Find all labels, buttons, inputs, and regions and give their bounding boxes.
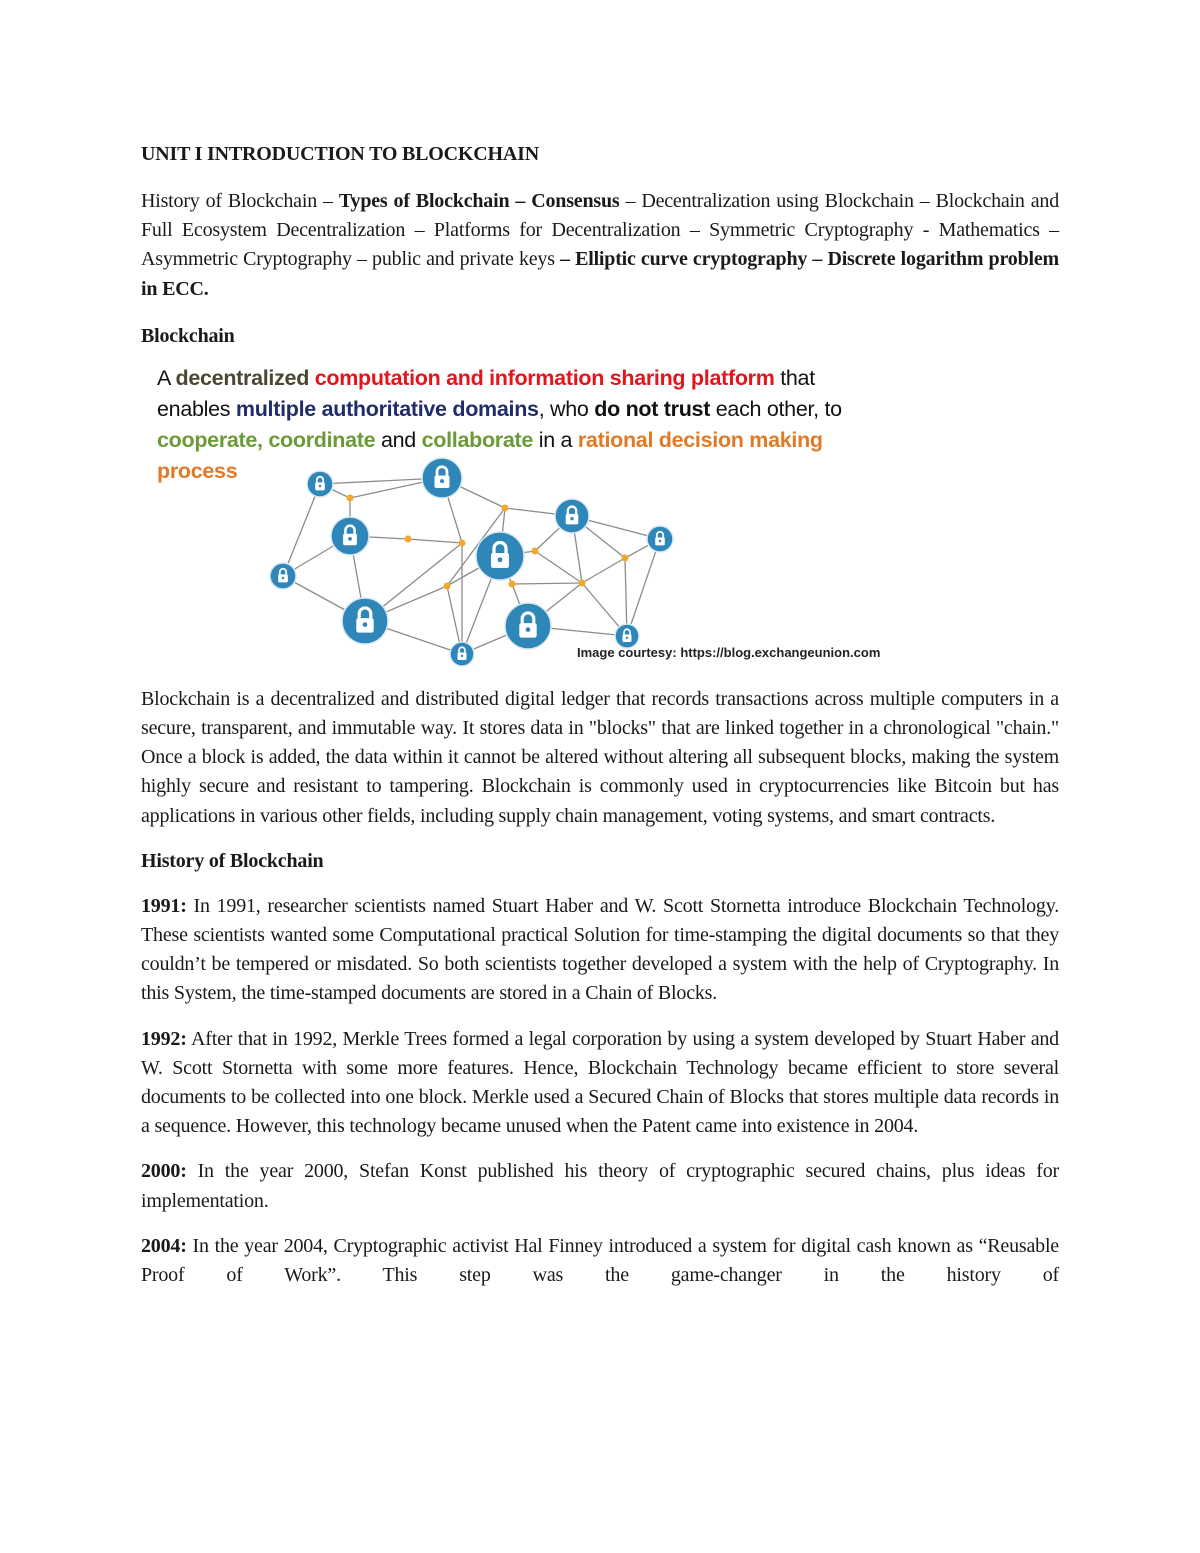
fig-text-part: A (157, 365, 176, 390)
document-page (141, 140, 1059, 1290)
fig-text-trust: do not trust (594, 396, 711, 421)
syllabus-part: – Decentralization using Blockchain – Blockchain and Full Ecosystem Decentralization – Platforms for Decentralization – Symmetric Cryptography - Mathematics – Asymmetric Cryptography – public and private keys (141, 190, 1060, 271)
history-entry-2004 (141, 1232, 1059, 1290)
blockchain-definition-figure (151, 359, 911, 669)
history-text: In 1991, researcher scientists named Stuart Haber and W. Scott Stornetta introduce Blockchain Technology. These scientists wanted some Computational practical Solution for time-stamping the digital documents so that they couldn’t be tempered or misdated. So both scientists together developed a system with the help of Cryptography. In this System, the time-stamped documents are stored in a Chain of Blocks. (141, 894, 1059, 1005)
history-text: In the year 2000, Stefan Konst published his theory of cryptographic secured chains, plus ideas for implementation. (141, 1160, 1059, 1212)
history-year: 1991: (141, 894, 187, 917)
fig-text-part: , who (538, 396, 595, 421)
history-entry-1992 (141, 1025, 1059, 1142)
fig-text-part: and (375, 427, 422, 452)
fig-text-cooperate: cooperate, coordinate (157, 427, 376, 452)
fig-text-part: in a (533, 427, 578, 452)
history-year: 2004: (141, 1234, 187, 1257)
fig-text-decentralized: decentralized (175, 365, 310, 390)
fig-text-platform: computation and information sharing platform (314, 365, 775, 390)
section-heading-history: History of Blockchain (141, 849, 324, 872)
history-text: After that in 1992, Merkle Trees formed a legal corporation by using a system developed by Stuart Haber and W. Scott Stornetta with some more features. Hence, Blockchain Technology became efficient to store several documents to be collected into one block. Merkle used a Secured Chain of Blocks that stores multiple data records in a sequence. However, this technology became unused when the Patent came into existence in 2004. (141, 1027, 1059, 1138)
syllabus-part-bold: – Elliptic curve cryptography – Discrete logarithm problem in ECC. (141, 248, 1059, 300)
figure-caption-text (157, 363, 877, 487)
history-year: 2000: (141, 1160, 187, 1183)
image-courtesy: Image courtesy: https://blog.exchangeunion.com (577, 644, 881, 660)
syllabus-part-bold: Types of Blockchain – Consensus (338, 190, 620, 212)
fig-text-domains: multiple authoritative domains (235, 396, 539, 421)
history-text: In the year 2004, Cryptographic activist Hal Finney introduced a system for digital cash known as “Reusable Proof of Work”. This step was the game-changer in the history of (141, 1234, 1059, 1287)
fig-text-part: each other, to (710, 396, 842, 421)
fig-text-decision: rational decision making process (157, 427, 823, 483)
history-entry-2000 (141, 1157, 1059, 1215)
syllabus-part: History of Blockchain – (141, 190, 339, 212)
history-entry-1991 (141, 892, 1059, 1009)
fig-text-part: that enables (157, 365, 815, 421)
unit-title: UNIT I INTRODUCTION TO BLOCKCHAIN (141, 143, 539, 165)
history-year: 1992: (141, 1027, 187, 1050)
syllabus-topics (141, 187, 1059, 304)
section-heading-blockchain: Blockchain (141, 324, 235, 347)
fig-text-collaborate: collaborate (421, 427, 534, 452)
blockchain-definition-paragraph: Blockchain is a decentralized and distributed digital ledger that records transactions across multiple computers in a secure, transparent, and immutable way. It stores data in "blocks" that are linked together in a chronological "chain." Once a block is added, the data within it cannot be altered without altering all subsequent blocks, making the system highly secure and resistant to tampering. Blockchain is commonly used in cryptocurrencies like Bitcoin but has applications in various other fields, including supply chain management, voting systems, and smart contracts. (141, 687, 1059, 827)
